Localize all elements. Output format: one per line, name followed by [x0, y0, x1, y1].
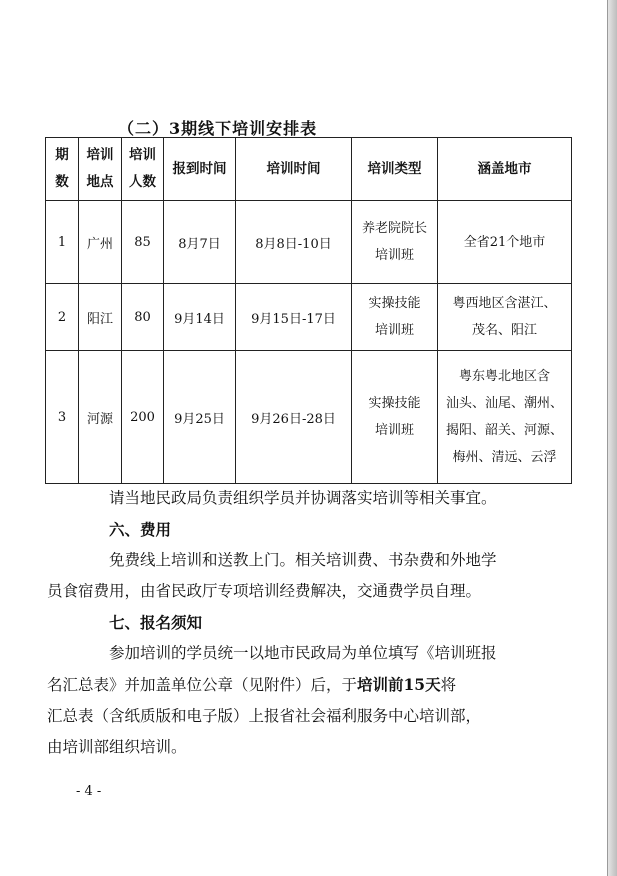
header-training-date: 培训时间 [236, 138, 352, 201]
header-count: 培训 人数 [122, 138, 164, 201]
cell-location: 河源 [79, 351, 122, 484]
table-row [46, 351, 572, 484]
cell-count: 200 [122, 351, 164, 484]
note-paragraph: 请当地民政局负责组织学员并协调落实培训等相关事宜。 [109, 489, 497, 507]
cell-location: 阳江 [79, 284, 122, 351]
section-6-line: 员食宿费用，由省民政厅专项培训经费解决，交通费学员自理。 [47, 582, 482, 600]
page-edge [607, 0, 617, 876]
header-coverage: 涵盖地市 [438, 138, 572, 201]
cell-report-date: 8月7日 [164, 201, 236, 284]
cell-training-date: 9月26日-28日 [236, 351, 352, 484]
cell-location: 广州 [79, 201, 122, 284]
cell-period: 2 [46, 284, 79, 351]
section-7-heading: 七、报名须知 [109, 613, 203, 632]
section-7-line: 由培训部组织培训。 [47, 738, 187, 756]
table-row [46, 284, 572, 351]
cell-count: 80 [122, 284, 164, 351]
header-period: 期 数 [46, 138, 79, 201]
section-7-line [47, 669, 578, 701]
header-location: 培训 地点 [79, 138, 122, 201]
cell-period: 1 [46, 201, 79, 284]
training-schedule-table [45, 137, 572, 484]
cell-training-date: 8月8日-10日 [236, 201, 352, 284]
section-6-heading: 六、费用 [109, 520, 172, 539]
cell-training-date: 9月15日-17日 [236, 284, 352, 351]
deadline-emphasis: 培训前15天 [357, 675, 441, 694]
cell-training-type: 实操技能 培训班 [352, 284, 438, 351]
header-report-date: 报到时间 [164, 138, 236, 201]
table-row [46, 201, 572, 284]
cell-training-type: 实操技能 培训班 [352, 351, 438, 484]
section-7-line-text: 名汇总表》并加盖单位公章（见附件）后，于 [47, 676, 358, 694]
section-6-line: 免费线上培训和送教上门。相关培训费、书杂费和外地学 [109, 551, 497, 569]
cell-report-date: 9月25日 [164, 351, 236, 484]
cell-report-date: 9月14日 [164, 284, 236, 351]
cell-coverage: 粤西地区含湛江、 茂名、阳江 [438, 284, 572, 351]
body-text [47, 483, 578, 763]
cell-coverage: 全省21个地市 [438, 201, 572, 284]
cell-training-type: 养老院院长 培训班 [352, 201, 438, 284]
cell-period: 3 [46, 351, 79, 484]
cell-coverage: 粤东粤北地区含 汕头、汕尾、潮州、 揭阳、韶关、河源、 梅州、清远、云浮 [438, 351, 572, 484]
section-7-line-text: 将 [440, 676, 457, 694]
header-training-type: 培训类型 [352, 138, 438, 201]
section-7-line: 参加培训的学员统一以地市民政局为单位填写《培训班报 [109, 644, 497, 662]
section-7-line: 汇总表（含纸质版和电子版）上报省社会福利服务中心培训部， [47, 707, 482, 725]
table-header-row [46, 138, 572, 201]
page-number: - 4 - [76, 784, 102, 799]
section-title: （二）3期线下培训安排表 [118, 119, 318, 138]
cell-count: 85 [122, 201, 164, 284]
